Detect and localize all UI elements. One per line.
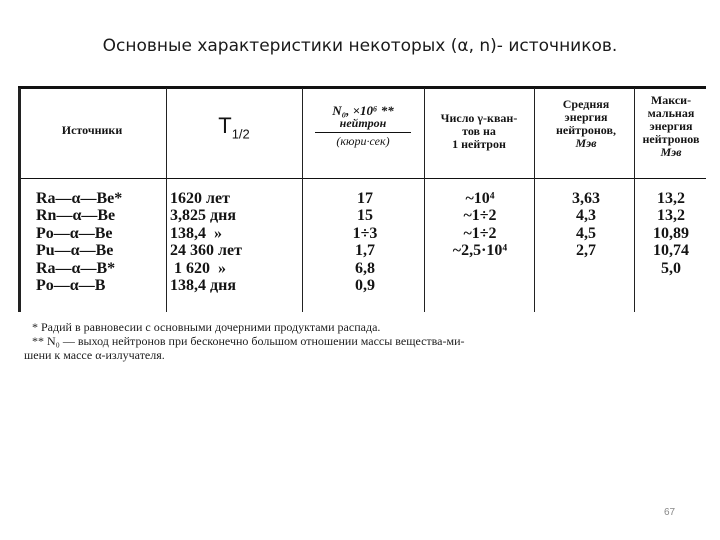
table-cell: 1,7 — [355, 242, 375, 260]
table-cell: 4,5 — [576, 224, 596, 242]
footnote-1: * Радий в равновесии с основными дочерними продуктами распада. — [32, 320, 381, 334]
header-avg-line3: нейтронов, — [556, 123, 616, 137]
column-divider — [166, 88, 167, 312]
table-cell: ~1÷2 — [463, 207, 497, 225]
header-max-line3: энергия — [649, 119, 693, 133]
page-number: 67 — [664, 507, 676, 518]
column-divider — [302, 88, 303, 312]
table-cell: 4,3 — [576, 207, 596, 225]
table-cell: Ra—α—Be* — [36, 190, 123, 207]
header-half-life — [174, 114, 294, 146]
header-neutron-yield-line1: N₀, ×10⁶ ** — [332, 103, 394, 118]
table-cell: 3,825 дня — [170, 207, 236, 225]
table-cell: 6,8 — [355, 259, 375, 277]
column-max-energy — [636, 190, 706, 277]
column-avg-energy — [538, 190, 634, 260]
table-cell: 1 620 » — [170, 259, 226, 277]
header-neutron-yield-line3: (кюри·сек) — [336, 134, 390, 148]
table-cell: 3,63 — [572, 190, 600, 207]
table-cell: 15 — [357, 207, 373, 225]
slide-title: Основные характеристики некоторых (α, n)- источников. — [102, 36, 618, 56]
table-cell: 24 360 лет — [170, 242, 242, 260]
table-header-rule — [18, 178, 706, 179]
column-half-life — [170, 190, 294, 294]
scanned-table — [14, 86, 706, 314]
header-max-line2: мальная — [647, 106, 695, 120]
header-gamma-line1: Число γ-кван- — [440, 111, 518, 125]
table-cell: 10,89 — [653, 224, 689, 242]
table-cell: 5,0 — [661, 259, 681, 277]
header-avg-line1: Средняя — [562, 97, 610, 111]
table-cell: Po—α—B — [36, 277, 106, 295]
header-max-line4: нейтронов — [642, 132, 700, 146]
table-cell: 10,74 — [653, 242, 689, 260]
table-cell: 1620 лет — [170, 190, 230, 207]
footnote-2b: шени к массе α-излучателя. — [24, 348, 165, 362]
header-half-life-sub: 1/2 — [231, 126, 250, 142]
table-cell: Ra—α—B* — [36, 259, 116, 277]
header-max-energy — [636, 94, 706, 159]
header-gamma — [424, 112, 534, 151]
table-cell: 17 — [357, 190, 373, 207]
header-gamma-line2: тов на — [462, 124, 496, 138]
header-max-line1: Макси- — [650, 93, 692, 107]
header-max-line5: Мэв — [660, 145, 682, 159]
table-cell: ~2,5·10⁴ — [452, 242, 508, 260]
header-gamma-line3: 1 нейтрон — [452, 137, 506, 151]
header-avg-energy — [536, 98, 636, 150]
fraction-bar — [315, 132, 411, 133]
table-cell: 2,7 — [576, 242, 596, 260]
footnotes — [24, 320, 712, 362]
footnote-2a: ** N₀ — выход нейтронов при бесконечно большом отношении массы вещества-ми- — [32, 334, 465, 348]
header-avg-line2: энергия — [564, 110, 608, 124]
table-cell: 0,9 — [355, 277, 375, 295]
table-cell: ~10⁴ — [465, 190, 495, 207]
header-source: Источники — [61, 123, 123, 137]
column-divider — [18, 88, 21, 312]
table-cell: 138,4 » — [170, 224, 222, 242]
column-divider — [534, 88, 535, 312]
table-cell: ~1÷2 — [463, 224, 497, 242]
table-cell: 1÷3 — [352, 224, 378, 242]
column-gamma — [426, 190, 534, 260]
column-neutron-yield — [306, 190, 424, 294]
header-avg-line4: Мэв — [575, 136, 597, 150]
header-neutron-yield — [304, 104, 422, 148]
table-cell: 13,2 — [657, 190, 685, 207]
table-cell: Po—α—Be — [36, 224, 113, 242]
table-cell: Rn—α—Be — [36, 207, 116, 225]
column-sources — [36, 190, 166, 294]
table-cell: 13,2 — [657, 207, 685, 225]
table-cell: 138,4 дня — [170, 277, 236, 295]
header-half-life-main: T — [218, 113, 232, 138]
table-top-rule — [18, 86, 706, 89]
header-neutron-yield-line2: нейтрон — [339, 116, 387, 130]
table-cell: Pu—α—Be — [36, 242, 114, 260]
